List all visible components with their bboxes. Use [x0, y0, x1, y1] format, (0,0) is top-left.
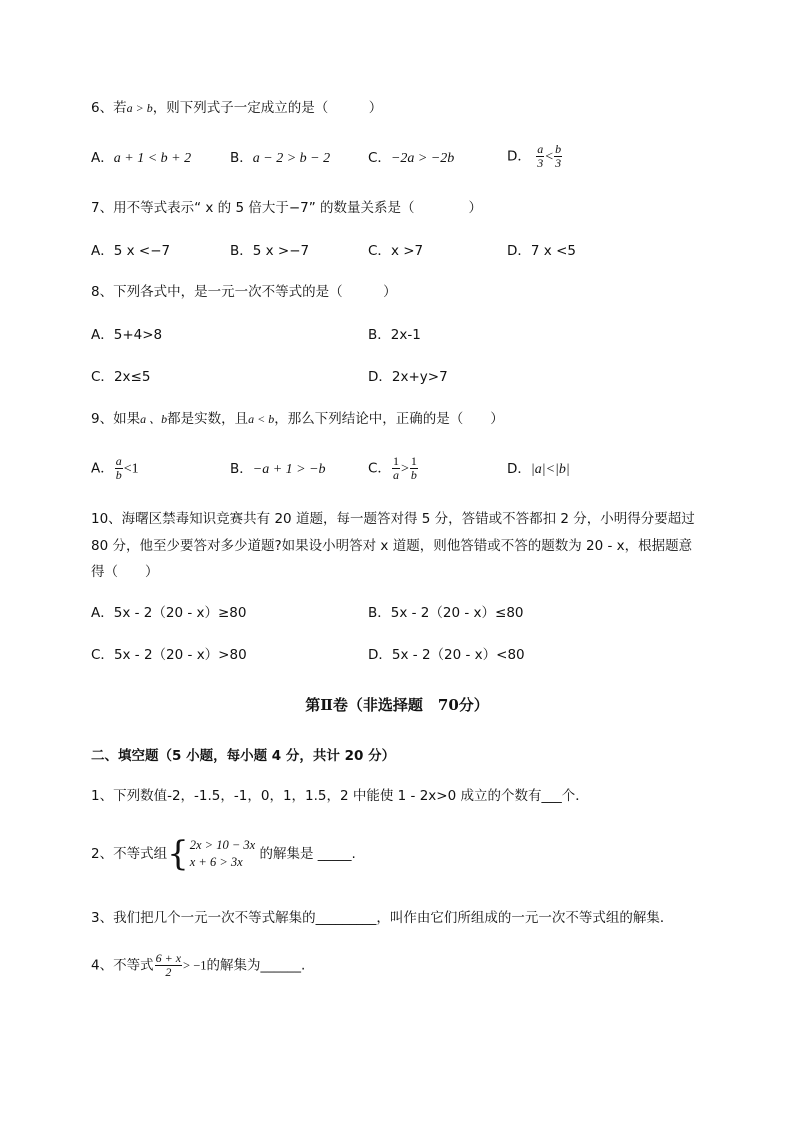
q9-option-b-expr: −a + 1 > −b	[252, 462, 326, 477]
q10-option-d[interactable]: D．5x - 2（20 - x）<80	[368, 647, 525, 663]
fill-question-1: 1、下列数值-2，-1.5，-1，0，1，1.5，2 中能使 1 - 2x>0 成立的个数有___个．	[91, 788, 589, 804]
q7-option-a-expr: 5 x <−7	[113, 243, 171, 259]
q9-vars: a 、b	[140, 412, 168, 426]
q6-condition: a > b	[126, 101, 153, 115]
f4-frac: $\frac{6 + x}{2}$	[155, 951, 182, 979]
q9-option-a[interactable]: A． $\frac{a}{b}$ <1	[91, 454, 139, 482]
q9-condition: a < b	[248, 412, 275, 426]
q6-option-a[interactable]: A．a + 1 < b + 2	[91, 150, 192, 166]
system-eq-2: x + 6 > 3x	[189, 855, 243, 869]
fill-question-4: 4、不等式 $\frac{6 + x}{2}$ > −1的解集为______.	[91, 951, 306, 979]
q9-a-frac: $\frac{a}{b}$	[115, 454, 122, 482]
q6-stem-a: 若	[113, 100, 127, 116]
q8-option-b[interactable]: B．2x-1	[368, 327, 421, 343]
q7-option-b[interactable]: B．5 x >−7	[230, 243, 310, 259]
question-6	[91, 98, 382, 118]
q9-option-d[interactable]: D．|a|<|b|	[507, 461, 570, 477]
inequality-system	[190, 837, 255, 871]
q7-option-d[interactable]: D．7 x <5	[507, 243, 576, 259]
q8-option-d[interactable]: D．2x+y>7	[368, 369, 448, 385]
q6-number: 6、	[91, 100, 114, 116]
q6-option-a-expr: a + 1 < b + 2	[113, 151, 192, 166]
q7-option-c-expr: x >7	[390, 243, 424, 259]
q6-stem-b: ，则下列式子一定成立的是（ ）	[152, 100, 383, 116]
q8-option-d-expr: 2x+y>7	[391, 369, 448, 385]
q6-d-frac-right: $\frac{b}{3}$	[555, 142, 562, 170]
q7-option-a[interactable]: A．5 x <−7	[91, 243, 171, 259]
q9-option-d-expr: |a|<|b|	[530, 462, 570, 477]
fill-question-2: 2、不等式组{ 2x > 10 − 3x x + 6 > 3x 的解集是 _____.	[91, 834, 356, 874]
system-brace: {	[167, 834, 189, 874]
q10-option-c-expr: 5x - 2（20 - x）>80	[113, 647, 247, 663]
q6-d-frac-left: $\frac{a}{3}$	[537, 142, 544, 170]
q9-option-b[interactable]: B．−a + 1 > −b	[230, 461, 326, 477]
q6-option-b[interactable]: B．a − 2 > b − 2	[230, 150, 331, 166]
question-9: 9、如果a 、b都是实数，且a < b，那么下列结论中，正确的是（ ）	[91, 411, 504, 427]
section-2-title: 第Ⅱ卷（非选择题 70分）	[305, 696, 489, 714]
q10-option-b[interactable]: B．5x - 2（20 - x）≤80	[368, 605, 524, 621]
q8-option-a-expr: 5+4>8	[113, 327, 163, 343]
q10-option-a-expr: 5x - 2（20 - x）≥80	[113, 605, 247, 621]
question-10-line-2: 80 分，他至少要答对多少道题?如果设小明答对 x 道题，则他答错或不答的题数为 20 - x，根据题意	[91, 538, 693, 554]
q9-option-c[interactable]: C． $\frac{1}{a}$ > $\frac{1}{b}$	[368, 454, 417, 482]
question-8: 8、下列各式中，是一元一次不等式的是（ ）	[91, 284, 397, 300]
q8-option-a[interactable]: A．5+4>8	[91, 327, 163, 343]
q9-c-frac-right: $\frac{1}{b}$	[410, 454, 417, 482]
q10-option-d-expr: 5x - 2（20 - x）<80	[391, 647, 525, 663]
q9-c-frac-left: $\frac{1}{a}$	[392, 454, 399, 482]
question-7: 7、用不等式表示“ x 的 5 倍大于−7” 的数量关系是（ ）	[91, 200, 483, 216]
system-eq-1: 2x > 10 − 3x	[189, 838, 256, 852]
q7-option-d-expr: 7 x <5	[530, 243, 576, 259]
q10-option-b-expr: 5x - 2（20 - x）≤80	[390, 605, 524, 621]
q10-option-a[interactable]: A．5x - 2（20 - x）≥80	[91, 605, 247, 621]
q6-option-c[interactable]: C．−2a > −2b	[368, 150, 455, 166]
question-10-line-1: 10、海曙区禁毒知识竞赛共有 20 道题，每一题答对得 5 分，答错或不答都扣 2 分，小明得分要超过	[91, 511, 695, 527]
fill-in-subtitle: 二、填空题（5 小题，每小题 4 分，共计 20 分）	[91, 748, 396, 764]
q6-option-d[interactable]: D． $\frac{a}{3}$ < $\frac{b}{3}$	[507, 142, 562, 170]
q10-option-c[interactable]: C．5x - 2（20 - x）>80	[91, 647, 247, 663]
fill-question-3: 3、我们把几个一元一次不等式解集的_________，叫作由它们所组成的一元一次不等式组的解集．	[91, 910, 674, 926]
q7-option-b-expr: 5 x >−7	[252, 243, 310, 259]
q8-option-c[interactable]: C．2x≤5	[91, 369, 151, 385]
q6-option-b-expr: a − 2 > b − 2	[252, 151, 331, 166]
q6-option-c-expr: −2a > −2b	[390, 151, 455, 166]
question-10-line-3: 得（ ）	[91, 564, 159, 580]
q8-option-c-expr: 2x≤5	[113, 369, 151, 385]
q8-option-b-expr: 2x-1	[390, 327, 421, 343]
q7-option-c[interactable]: C．x >7	[368, 243, 424, 259]
